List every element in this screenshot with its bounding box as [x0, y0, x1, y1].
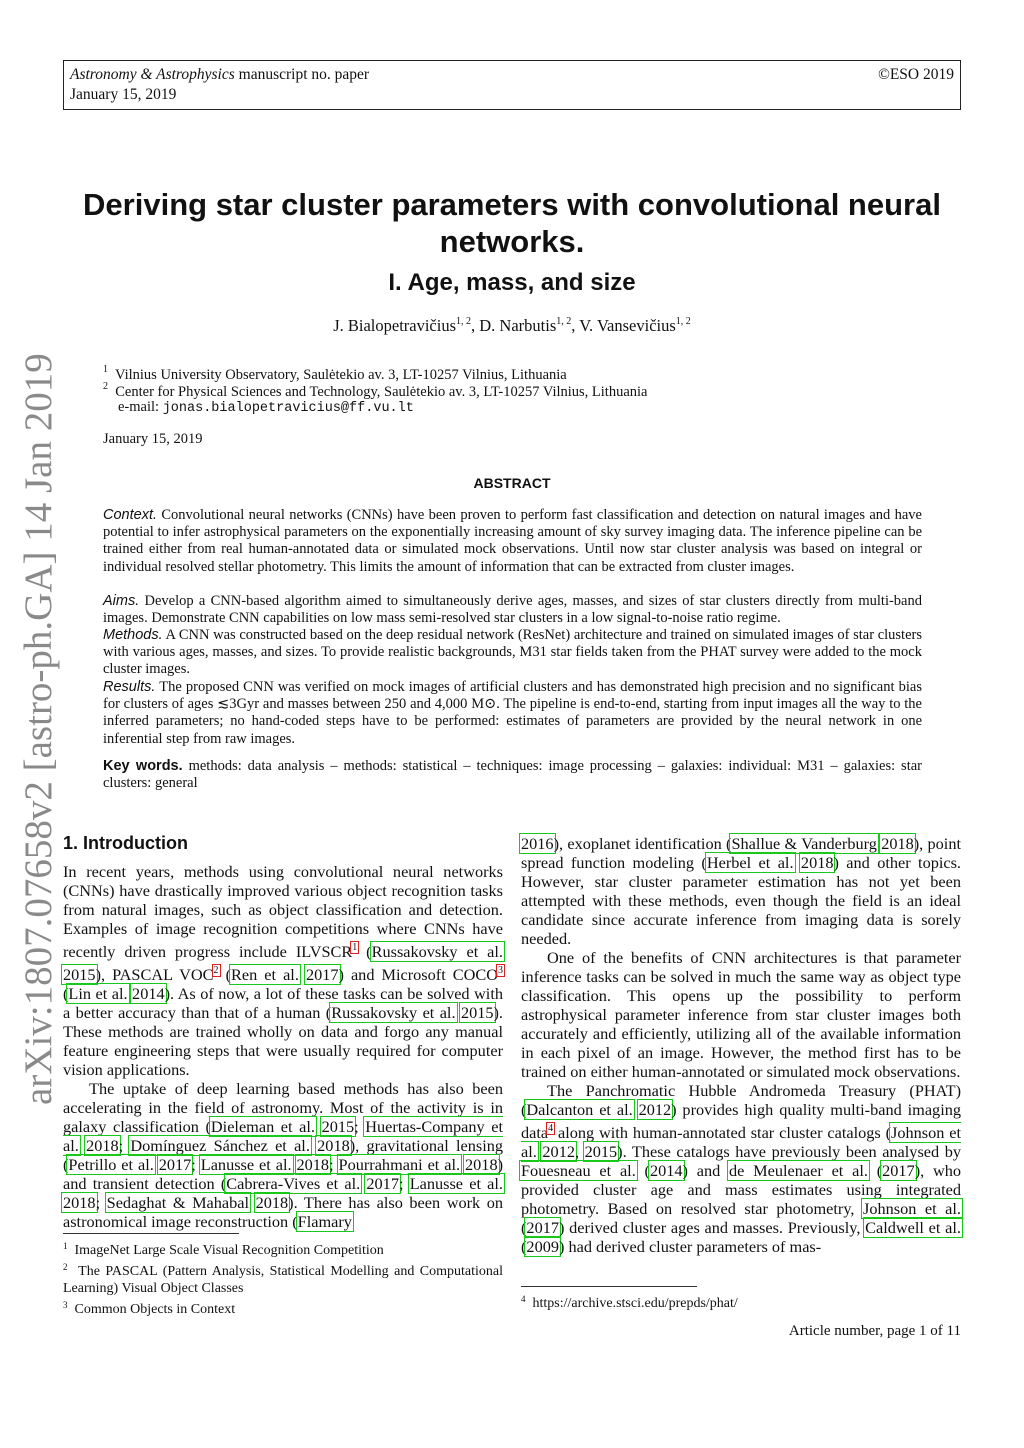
citation-link[interactable]: 2009 [526, 1237, 559, 1256]
left-column-text [63, 862, 503, 1231]
text-run: ). As of now, a lot of these tasks can be solved with a better accuracy than that of a human ( [63, 984, 503, 1022]
header-date: January 15, 2019 [70, 86, 177, 103]
citation-link[interactable]: de Meulenaer et al. [729, 1161, 868, 1180]
arxiv-stamp[interactable]: arXiv:1807.07658v2 [astro-ph.GA] 14 Jan 2019 [17, 353, 60, 1105]
footnote-1: $^1$ ImageNet Large Scale Visual Recognition Competition [63, 1241, 384, 1258]
citation-link[interactable]: Russakovsky et al. [331, 1003, 456, 1022]
author-affiliation-marker: 1, 2 [675, 316, 691, 327]
footnote-link[interactable]: 2 [213, 965, 219, 976]
text-run: ) had derived cluster parameters of mas- [558, 1237, 822, 1256]
citation-link[interactable]: 2016 [521, 834, 554, 853]
text-run: In recent years, methods using convolutional neural networks (CNNs) have drastically improved various object recognition tasks from natural images, such as object classification and detection. Examples of image recognition competitions where CNNs have recently driven progress include ILVSCR [63, 862, 503, 961]
text-run: ( [63, 984, 69, 1003]
footnote-rule-left [63, 1233, 239, 1234]
abstract-results: Results. The proposed CNN was verified on mock images of artificial clusters and has demonstrated high precision and no significant bias for clusters of ages ≲3Gyr and masses between 250 and 4,000 M⊙. The pipeline is end-to-end, starting from input images all the way to the inferred parameters; no hand-coded steps have to be performed: estimates of parameters are provided by the neural network in one inferential step from raw images. [103, 679, 922, 747]
citation-link[interactable]: Pourrahmani et al. [338, 1155, 461, 1174]
footnote-3: $^3$ Common Objects in Context [63, 1300, 236, 1317]
citation-link[interactable]: Lanusse et al. [409, 1174, 504, 1193]
citation-link[interactable]: 2015 [584, 1142, 618, 1161]
text-run: ) and Microsoft COCO [338, 965, 498, 984]
manuscript-label: manuscript no. paper [234, 66, 370, 83]
text-run: ). These methods are trained wholly on data and forgo any manual feature engineering steps that were usually required for computer vision applications. [63, 1003, 503, 1079]
citation-link[interactable]: 2015 [321, 1117, 355, 1136]
citation-link[interactable]: Cabrera-Vives et al. [226, 1174, 361, 1193]
right-column-text [521, 834, 961, 1256]
footnote-4-url[interactable]: https://archive.stsci.edu/prepds/phat/ [532, 1296, 738, 1311]
citation-link[interactable]: 2017 [526, 1218, 559, 1237]
citation-link[interactable]: 2012 [638, 1100, 672, 1119]
text-run: ). These catalogs have previously been analysed by [617, 1142, 961, 1161]
footnote-rule-right [521, 1286, 697, 1287]
footnote-2: $^2$ The PASCAL (Pattern Analysis, Statistical Modelling and Computational Learning) Visual Object Classes [63, 1262, 503, 1296]
citation-link[interactable]: Lin et al. [68, 984, 128, 1003]
email-line: e-mail: jonas.bialopetravicius@ff.vu.lt [118, 399, 414, 416]
page-number: Article number, page 1 of 11 [788, 1323, 961, 1339]
text-run: ), gravitational lensing ( [63, 1136, 503, 1174]
citation-link[interactable]: 2017 [305, 965, 339, 984]
citation-link[interactable]: Ren et al. [231, 965, 299, 984]
footnotes-left [63, 1238, 503, 1318]
author-separator: , [571, 316, 580, 335]
paper-subtitle: I. Age, mass, and size [388, 269, 636, 296]
citation-link[interactable]: 2014 [132, 984, 165, 1003]
text-run: ; [191, 1155, 201, 1174]
citation-link[interactable]: Johnson et al. [863, 1199, 961, 1218]
citation-link[interactable]: Sedaghat & Mahabal [106, 1193, 250, 1212]
paragraph [521, 1081, 961, 1256]
footnote-4: $^4$ https://archive.stsci.edu/prepds/phat/ [521, 1294, 738, 1311]
text-run: ; [95, 1193, 107, 1212]
text-run: ) and transient detection ( [63, 1155, 503, 1193]
text-run: ) derived cluster ages and masses. Previously, [558, 1218, 866, 1237]
text-run: One of the benefits of CNN architectures is that parameter inference tasks can be solved in much the same way as object type classification. This opens up the possibility to perform astrophysical parameter inference from star cluster images both accurately and efficiently, utilizing all of the available information in each pixel of an image. However, the method first has to be trained on either human-annotated or simulated mock observations. [521, 948, 961, 1081]
footnote-link[interactable]: 1 [352, 942, 358, 953]
text-run: ) and other topics. However, star cluster parameter estimation has not yet been attempted with these methods, even though the field is an ideal candidate since accurate inference from imaging data is sorely needed. [521, 853, 962, 948]
received-date: January 15, 2019 [103, 431, 203, 447]
author-affiliation-marker: 1, 2 [556, 316, 572, 327]
text-run: ( [635, 1161, 650, 1180]
abstract-context: Context. Convolutional neural networks (CNNs) have been proven to perform fast classification and detection on natural images and have potential to infer astrophysical parameters on the exponentially increasing amount of sky survey imaging data. The inference pipeline can be trained either from real human-annotated data or simulated mock observations. Until now star cluster analysis was based on integral or individual resolved stellar photometry. This limits the amount of information that can be extracted from cluster images. [103, 507, 922, 575]
citation-link[interactable]: Lanusse et al. [200, 1155, 292, 1174]
text-run: ). There has also been work on astronomical image reconstruction ( [63, 1193, 503, 1231]
paragraph [63, 862, 503, 1079]
text-run: The uptake of deep learning based methods has also been accelerating in the field of astronomy. Most of the activity is in galaxy classification ( [63, 1079, 503, 1136]
author-name: D. Narbutis [479, 316, 557, 335]
citation-link[interactable]: 2017 [366, 1174, 399, 1193]
text-run: ( [521, 1237, 527, 1256]
citation-link[interactable]: 2014 [649, 1161, 683, 1180]
footnote-link[interactable]: 4 [548, 1123, 554, 1134]
citation-link[interactable]: Dieleman et al. [210, 1117, 315, 1136]
email-link[interactable]: jonas.bialopetravicius@ff.vu.lt [162, 401, 414, 416]
journal-name: Astronomy & Astrophysics [70, 66, 235, 83]
citation-link[interactable]: 2018 [63, 1193, 96, 1212]
citation-link[interactable]: 2018 [296, 1155, 330, 1174]
citation-link[interactable]: Petrillo et al. [68, 1155, 154, 1174]
footnote-link[interactable]: 3 [498, 965, 503, 976]
citation-link[interactable]: Herbel et al. [706, 853, 794, 872]
author-name: J. Bialopetravičius [333, 316, 457, 335]
citation-link[interactable]: Huertas-Company et al. [63, 1117, 503, 1155]
abstract-aims: Aims. Develop a CNN-based algorithm aimed to simultaneously derive ages, masses, and sizes of star clusters directly from multi-band images. Demonstrate CNN capabilities on low mass semi-resolved star clusters in a low signal-to-noise ratio regime. [103, 593, 922, 627]
text-run: ; [398, 1174, 410, 1193]
paragraph [521, 834, 961, 948]
paragraph [521, 948, 961, 1081]
text-run: ), who provided cluster age and mass estimates using integrated photometry. Based on resolved star photometry, [521, 1161, 961, 1218]
text-run: ; [354, 1117, 366, 1136]
text-run: ( [357, 942, 372, 961]
citation-link[interactable]: Dalcanton et al. [526, 1100, 633, 1119]
author-affiliation-marker: 1, 2 [456, 316, 472, 327]
citation-link[interactable]: 2018 [86, 1136, 119, 1155]
citation-link[interactable]: Caldwell et al. [865, 1218, 961, 1237]
citation-link[interactable]: Domínguez Sánchez et al. [130, 1136, 310, 1155]
citation-link[interactable]: 2017 [882, 1161, 915, 1180]
abstract-heading: ABSTRACT [473, 475, 551, 491]
keywords: Key words. methods: data analysis – methods: statistical – techniques: image processing – galaxies: individual: M31 – galaxies: star clusters: general [103, 758, 922, 792]
affiliation-2: $^2$ Center for Physical Sciences and Technology, Saulėtekio av. 3, LT-10257 Vilnius, Lithuania [103, 381, 648, 400]
text-run: ( [521, 1218, 527, 1237]
text-run: ) and [682, 1161, 730, 1180]
abstract-methods: Methods. A CNN was constructed based on the deep residual network (ResNet) architecture and trained on simulated images of star clusters with various ages, masses, and sizes. To provide realistic backgrounds, M31 star fields taken from the PHAT survey were added to the mock cluster images. [103, 627, 922, 678]
citation-link[interactable]: Fouesneau et al. [521, 1161, 636, 1180]
citation-link[interactable]: 2018 [317, 1136, 350, 1155]
citation-link[interactable]: Flamary [297, 1212, 352, 1231]
citation-link[interactable]: 2018 [465, 1155, 498, 1174]
citation-link[interactable]: Johnson et al. [521, 1123, 961, 1161]
paragraph [63, 1079, 503, 1231]
text-run: ), point spread function modeling ( [521, 834, 961, 872]
section-heading-introduction: 1. Introduction [63, 833, 188, 853]
author-list [80, 316, 944, 336]
text-run: ), exoplanet identification ( [553, 834, 732, 853]
citation-link[interactable]: Russakovsky et al. [371, 942, 503, 961]
citation-link[interactable]: 2017 [158, 1155, 192, 1174]
citation-link[interactable]: Shallue & Vanderburg [731, 834, 877, 853]
text-run: ( [218, 965, 232, 984]
text-run: along with human-annotated star cluster catalogs ( [553, 1123, 891, 1142]
author-name: V. Vansevičius [579, 316, 676, 335]
citation-link[interactable]: 2018 [800, 853, 834, 872]
citation-link[interactable]: 2018 [255, 1193, 289, 1212]
affiliation-1: $^1$ Vilnius University Observatory, Saulėtekio av. 3, LT-10257 Vilnius, Lithuania [103, 364, 567, 383]
text-run: ; [118, 1136, 131, 1155]
copyright: ©ESO 2019 [878, 66, 954, 83]
journal-line [70, 66, 369, 84]
citation-link[interactable]: 2012 [542, 1142, 575, 1161]
paper-title: Deriving star cluster parameters with convolutional neural networks. [83, 187, 941, 259]
author-separator: , [471, 316, 480, 335]
text-run: ) provides high quality multi-band imaging data [521, 1100, 961, 1142]
citation-link[interactable]: 2015 [63, 965, 96, 984]
text-run: ; [329, 1155, 339, 1174]
citation-link[interactable]: 2018 [881, 834, 914, 853]
text-run: ), PASCAL VOC [95, 965, 214, 984]
text-run: ( [867, 1161, 883, 1180]
text-run: The Panchromatic Hubble Andromeda Treasury (PHAT) ( [521, 1081, 961, 1119]
citation-link[interactable]: 2015 [460, 1003, 494, 1022]
text-run: , [574, 1142, 585, 1161]
